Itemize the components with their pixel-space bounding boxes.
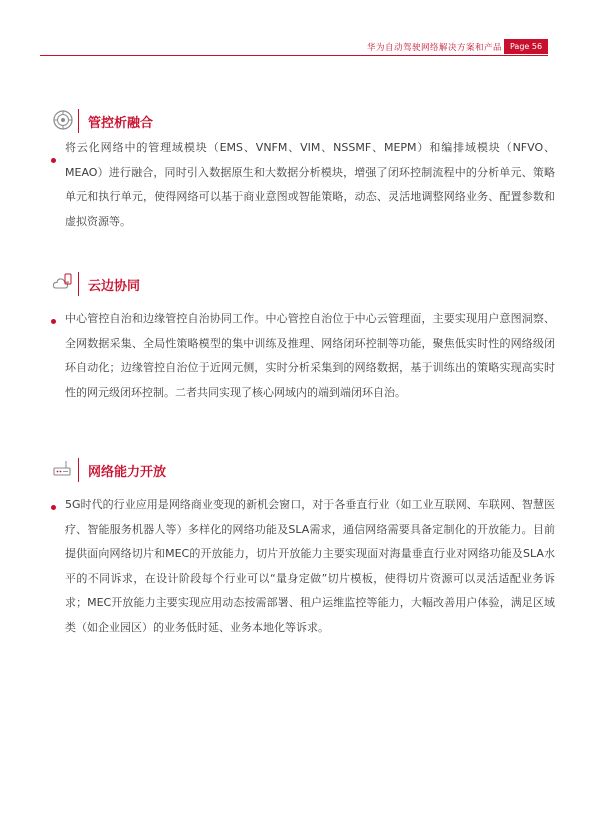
- bullet-dot: [51, 505, 56, 510]
- header-rule: [40, 55, 548, 56]
- section-title: 管控析融合: [88, 116, 154, 131]
- heading-separator: [78, 272, 79, 296]
- header-title: 华为自动驾驶网络解决方案和产品: [366, 43, 502, 53]
- section-paragraph: 中心管控自治和边缘管控自治协同工作。中心管控自治位于中心云管理面，主要实现用户意图洞察、全网数据采集、全局性策略模型的集中训练及推理、网络闭环控制等功能，聚焦低实时性的网络级闭环自动化；边缘管控自治位于近网元侧，实时分析采集到的网络数据，基于训练出的策略实现高实时性的网元级闭环控制。二者共同实现了核心网域内的端到端闭环自治。: [65, 312, 555, 399]
- heading-separator: [78, 458, 79, 482]
- bullet-dot: [51, 158, 56, 163]
- heading-separator: [78, 109, 79, 133]
- section-title: 云边协同: [88, 279, 141, 294]
- section-paragraph: 5G时代的行业应用是网络商业变现的新机会窗口，对于各垂直行业（如工业互联网、车联网、智慧医疗、智能服务机器人等）多样化的网络功能及SLA需求，通信网络需要具备定制化的开放能力。目前提供面向网络切片和MEC的开放能力，切片开放能力主要实现面对海量垂直行业对网络功能及SLA水平的不同诉求，在设计阶段每个行业可以“量身定做”切片模板，使得切片资源可以灵活适配业务诉求；MEC开放能力主要实现应用动态按需部署、租户运维监控等能力，大幅改善用户体验，满足区域类（如企业园区）的业务低时延、业务本地化等诉求。: [65, 498, 555, 634]
- gear-network-icon: [52, 109, 74, 131]
- router-icon: [52, 458, 74, 480]
- section-title: 网络能力开放: [88, 465, 167, 480]
- cloud-device-icon: [52, 272, 74, 294]
- page-number-badge: Page 56: [504, 39, 548, 54]
- section-paragraph: 将云化网络中的管理域模块（EMS、VNFM、VIM、NSSMF、MEPM）和编排域模块（NFVO、MEAO）进行融合，同时引入数据原生和大数据分析模块，增强了闭环控制流程中的分析单元、策略单元和执行单元，使得网络可以基于商业意图或智能策略，动态、灵活地调整网络业务、配置参数和虚拟资源等。: [65, 141, 555, 228]
- page-header: [0, 38, 600, 56]
- bullet-dot: [51, 319, 56, 324]
